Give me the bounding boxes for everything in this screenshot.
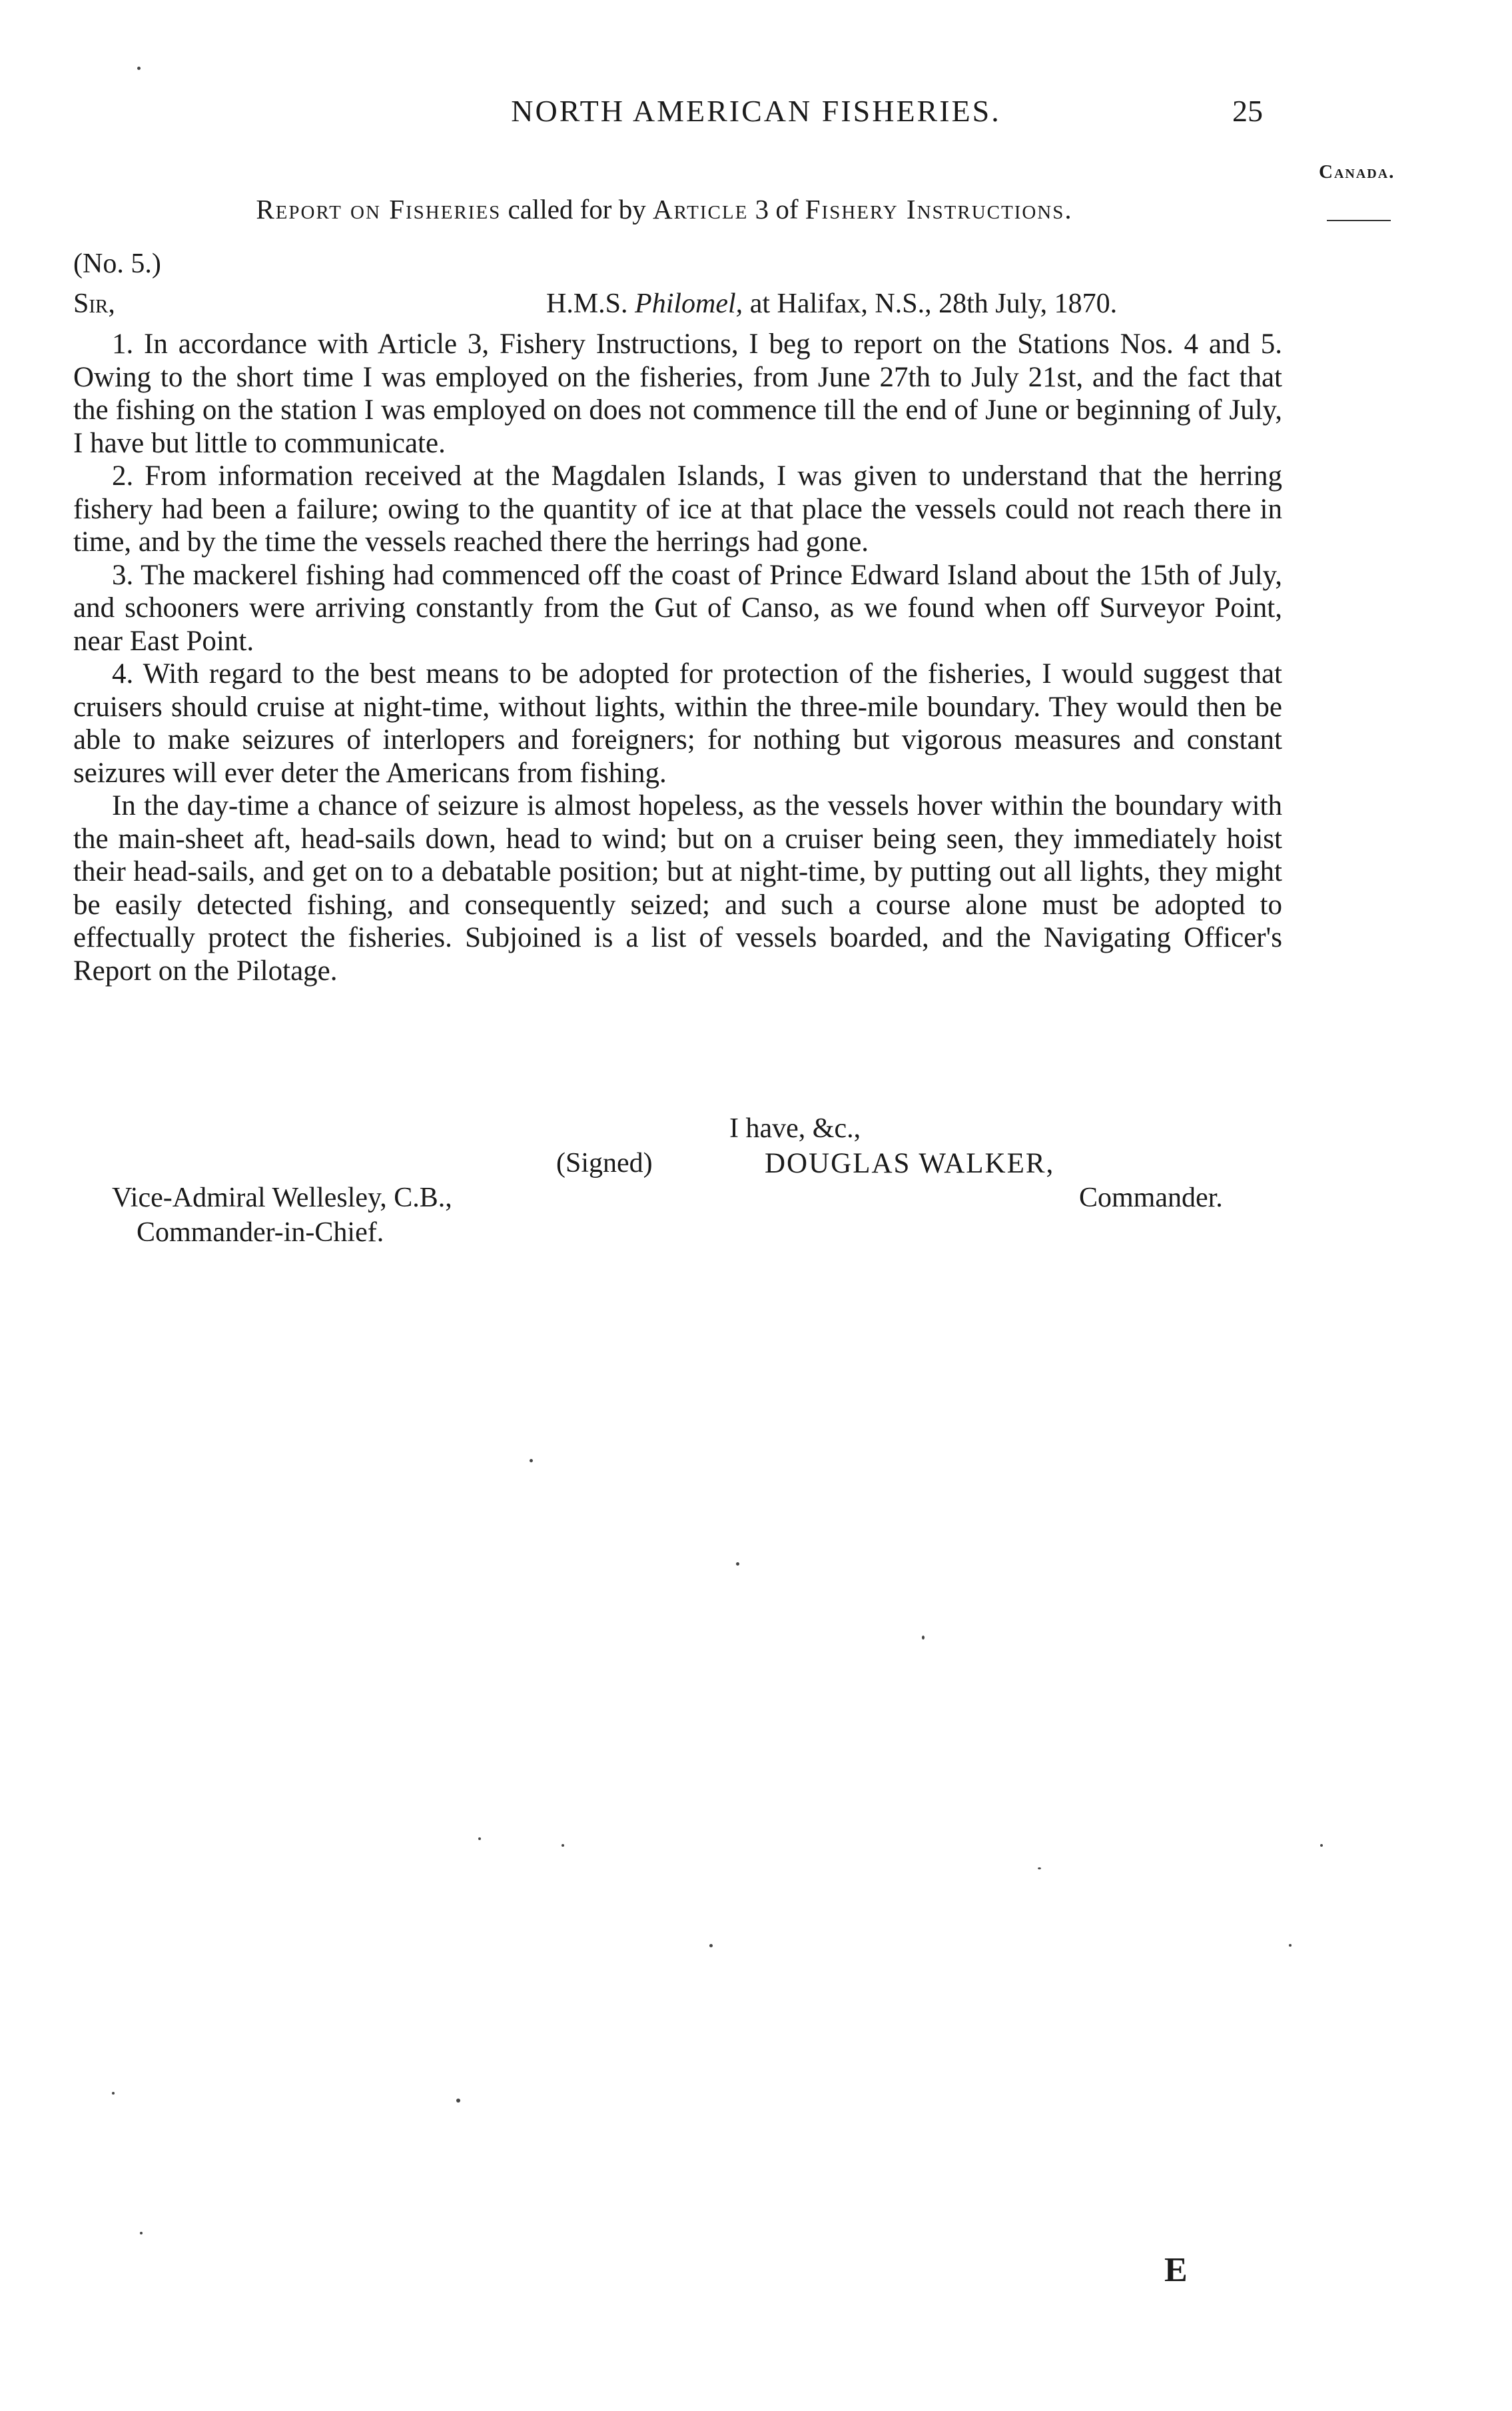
paragraph: 4. With regard to the best means to be adopted for protection of the fisheries, I would suggest that cruisers should cruise at night-time, without lights, within the three-mile boundary. They would then be able to make seizures of interlopers and foreigners; for nothing but vigorous measures and constant seizures will ever deter the Americans from fishing. (73, 658, 1282, 789)
signed-label: (Signed) (556, 1148, 653, 1179)
scan-speck (1289, 1944, 1292, 1947)
report-number: (No. 5.) (73, 248, 161, 279)
report-heading-part: 3 of (748, 194, 805, 225)
paragraph: 2. From information received at the Magdalen Islands, I was given to understand that the herring fishery had been a failure; owing to the quantity of ice at that place the vessels could not reach there in time, and by the time the vessels reached there the herrings had gone. (73, 460, 1282, 558)
salutation: Sir, (73, 288, 115, 319)
dateline-ship-name: Philomel, (635, 288, 743, 319)
dateline-place-date: at Halifax, N.S., 28th July, 1870. (743, 288, 1118, 319)
scan-speck (530, 1459, 533, 1462)
margin-note: Canada. (1319, 161, 1395, 183)
signature-mark: E (1164, 2251, 1188, 2289)
paragraph: 1. In accordance with Article 3, Fishery Instructions, I beg to report on the Stations Nos. 4 and 5. Owing to the short time I was employed on the fisheries, from June 27th to July 21st, and the fact that the fishing on the station I was employed on does not commence till the end of June or beginning of July, I have but little to communicate. (73, 328, 1282, 459)
addressee-title: Commander-in-Chief. (137, 1217, 384, 1248)
page-number: 25 (1232, 94, 1263, 128)
closing: I have, &c., (729, 1113, 861, 1144)
scan-speck (478, 1837, 481, 1840)
report-heading-part: called for by (501, 194, 653, 225)
scan-speck (922, 1636, 925, 1640)
letter-body (73, 328, 1282, 987)
report-heading-part: Report on Fisheries (256, 194, 502, 225)
running-head: NORTH AMERICAN FISHERIES. (511, 94, 1001, 128)
report-heading (0, 193, 1329, 225)
scan-speck (1320, 1844, 1323, 1847)
scan-speck (456, 2099, 460, 2103)
scan-speck (562, 1844, 564, 1847)
margin-rule (1327, 220, 1391, 221)
dateline (546, 288, 1117, 320)
paragraph: 3. The mackerel fishing had commenced off the coast of Prince Edward Island about the 15th of July, and schooners were arriving constantly from the Gut of Canso, as we found when off Surveyor Point, near East Point. (73, 559, 1282, 657)
scan-speck (1038, 1867, 1041, 1869)
scan-speck (140, 2232, 143, 2234)
addressee-name: Vice-Admiral Wellesley, C.B., (112, 1183, 452, 1213)
scan-speck (137, 67, 141, 70)
dateline-ship-prefix: H.M.S. (546, 288, 635, 319)
paragraph: In the day-time a chance of seizure is almost hopeless, as the vessels hover within the boundary with the main-sheet aft, head-sails down, head to wind; but on a cruiser being seen, they immediately hoist their head-sails, and get on to a debatable position; but at night-time, by putting out all lights, they might be easily detected fishing, and consequently seized; and such a course alone must be adopted to effectually protect the fisheries. Subjoined is a list of vessels boarded, and the Navigating Officer's Report on the Pilotage. (73, 790, 1282, 987)
signatory: DOUGLAS WALKER, (765, 1148, 1055, 1179)
report-heading-part: Fishery Instructions. (805, 194, 1073, 225)
report-heading-part: Article (652, 194, 749, 225)
scan-speck (736, 1562, 739, 1566)
scan-speck (709, 1944, 713, 1947)
signatory-rank: Commander. (1079, 1183, 1223, 1213)
scan-speck (112, 2092, 115, 2095)
